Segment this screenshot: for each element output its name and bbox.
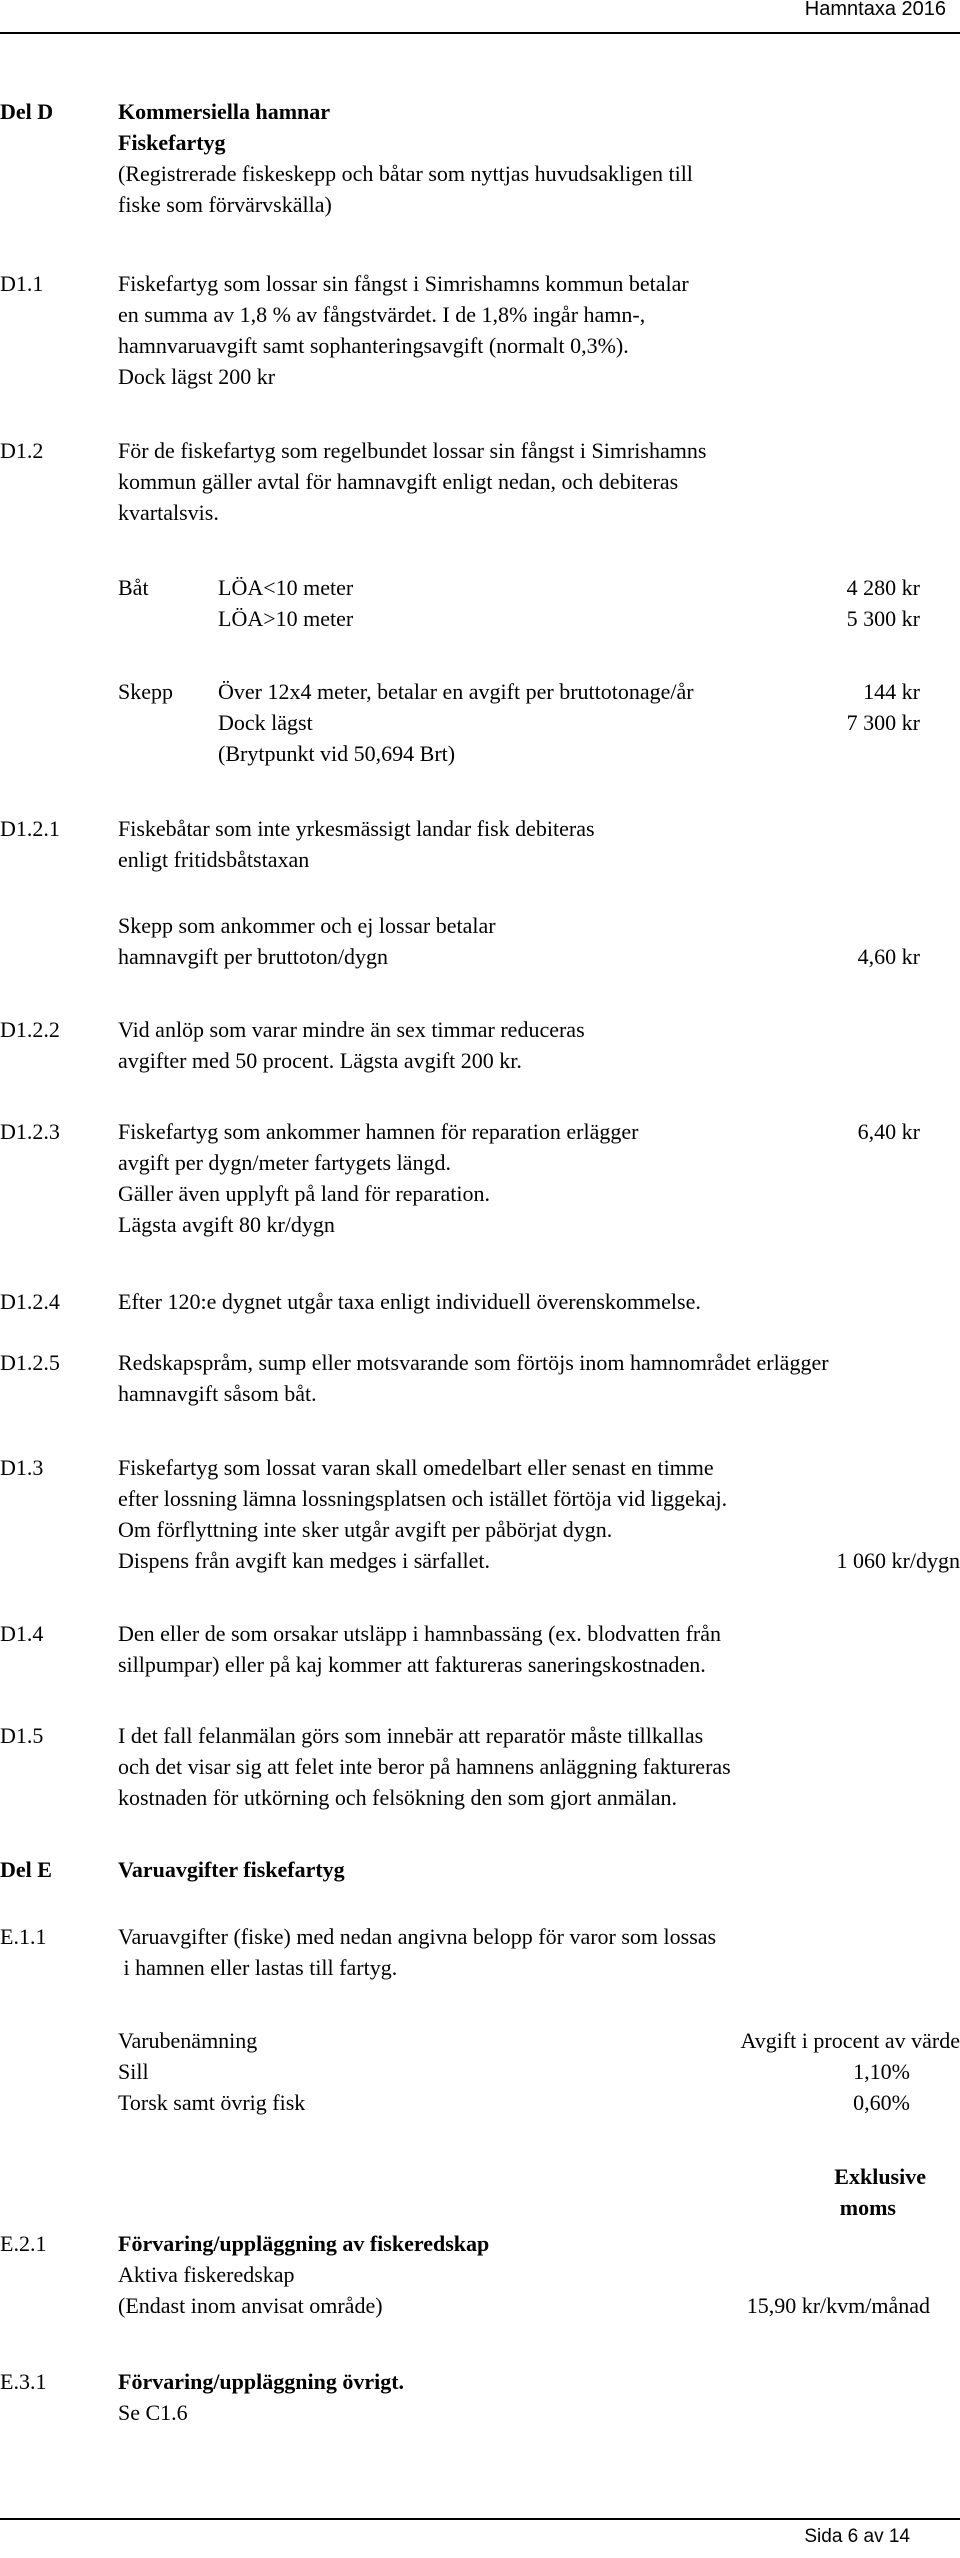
section-title-del-d: Kommersiella hamnar — [118, 99, 331, 124]
table-row-name: Torsk samt övrig fisk — [118, 2090, 306, 2115]
section-number-d1-2-3: D1.2.3 — [0, 1119, 60, 1144]
fee-row-desc: Över 12x4 meter, betalar en avgift per bruttotonage/år — [218, 679, 694, 704]
paragraph-line: (Registrerade fiskeskepp och båtar som nyttjas huvudsakligen till — [118, 161, 693, 186]
paragraph-line: Den eller de som orsakar utsläpp i hamnbassäng (ex. blodvatten från — [118, 1621, 721, 1646]
paragraph-line: Lägsta avgift 80 kr/dygn — [118, 1212, 335, 1237]
section-subtitle-del-d: Fiskefartyg — [118, 130, 226, 155]
fee-price: 4,60 kr — [857, 944, 920, 969]
fee-label-skepp: Skepp — [118, 679, 173, 704]
fee-row-price: 4 280 kr — [846, 575, 920, 600]
paragraph-line: Dispens från avgift kan medges i särfallet. — [118, 1548, 491, 1573]
fee-row-price: 7 300 kr — [846, 710, 920, 735]
section-number-e1-1: E.1.1 — [0, 1924, 47, 1949]
fee-row-desc: (Brytpunkt vid 50,694 Brt) — [218, 741, 456, 766]
paragraph-line: sillpumpar) eller på kaj kommer att faktureras saneringskostnaden. — [118, 1652, 706, 1677]
paragraph-line: Varuavgifter (fiske) med nedan angivna belopp för varor som lossas — [118, 1924, 717, 1949]
paragraph-line: Gäller även upplyft på land för reparation. — [118, 1181, 491, 1206]
paragraph-line: Fiskefartyg som ankommer hamnen för reparation erlägger — [118, 1119, 639, 1144]
paragraph-line: hamnavgift såsom båt. — [118, 1381, 317, 1406]
paragraph-line: hamnvaruavgift samt sophanteringsavgift (normalt 0,3%). — [118, 333, 629, 358]
paragraph-line: Dock lägst 200 kr — [118, 364, 276, 389]
table-row-value: 0,60% — [853, 2090, 910, 2115]
paragraph-line: Efter 120:e dygnet utgår taxa enligt individuell överenskommelse. — [118, 1289, 701, 1314]
paragraph-line: Aktiva fiskeredskap — [118, 2262, 295, 2287]
section-title-del-e: Varuavgifter fiskefartyg — [118, 1857, 345, 1882]
table-row-value: 1,10% — [853, 2059, 910, 2084]
section-number-d1-2-1: D1.2.1 — [0, 816, 60, 841]
paragraph-line: För de fiskefartyg som regelbundet lossar sin fångst i Simrishamns — [118, 438, 707, 463]
fee-price: 6,40 kr — [857, 1119, 920, 1144]
fee-price: 1 060 kr/dygn — [836, 1548, 960, 1573]
section-number-d1-2-5: D1.2.5 — [0, 1350, 60, 1375]
header-rule — [0, 32, 960, 34]
paragraph-line: (Endast inom anvisat område) — [118, 2293, 383, 2318]
paragraph-line: och det visar sig att felet inte beror på hamnens anläggning faktureras — [118, 1754, 731, 1779]
paragraph-line: enligt fritidsbåtstaxan — [118, 847, 310, 872]
paragraph-line: fiske som förvärvskälla) — [118, 192, 332, 217]
paragraph-line: kostnaden för utkörning och felsökning den som gjort anmälan. — [118, 1785, 678, 1810]
paragraph-line: Vid anlöp som varar mindre än sex timmar reduceras — [118, 1017, 585, 1042]
section-number-del-d: Del D — [0, 99, 54, 124]
fee-label-bat: Båt — [118, 575, 149, 600]
section-number-d1-1: D1.1 — [0, 271, 44, 296]
paragraph-line: avgifter med 50 procent. Lägsta avgift 200 kr. — [118, 1048, 522, 1073]
fee-row-price: 5 300 kr — [846, 606, 920, 631]
paragraph-line: Fiskefartyg som lossar sin fångst i Simrishamns kommun betalar — [118, 271, 689, 296]
section-title-e3-1: Förvaring/uppläggning övrigt. — [118, 2369, 405, 2394]
paragraph-line: Skepp som ankommer och ej lossar betalar — [118, 913, 496, 938]
paragraph-line: kommun gäller avtal för hamnavgift enligt nedan, och debiteras — [118, 469, 679, 494]
fee-row-desc: Dock lägst — [218, 710, 313, 735]
section-number-e3-1: E.3.1 — [0, 2369, 47, 2394]
section-number-d1-3: D1.3 — [0, 1455, 44, 1480]
paragraph-line: en summa av 1,8 % av fångstvärdet. I de 1,8% ingår hamn-, — [118, 302, 646, 327]
paragraph-line: avgift per dygn/meter fartygets längd. — [118, 1150, 451, 1175]
fee-row-desc: LÖA>10 meter — [218, 606, 354, 631]
page-header-title: Hamntaxa 2016 — [804, 0, 946, 20]
vat-note-line1: Exklusive — [834, 2164, 926, 2189]
paragraph-line: Redskapspråm, sump eller motsvarande som förtöjs inom hamnområdet erlägger — [118, 1350, 829, 1375]
section-number-d1-2-4: D1.2.4 — [0, 1289, 60, 1314]
section-title-e2-1: Förvaring/uppläggning av fiskeredskap — [118, 2231, 490, 2256]
section-number-d1-2: D1.2 — [0, 438, 44, 463]
page-footer-number: Sida 6 av 14 — [804, 2526, 910, 2547]
section-number-d1-4: D1.4 — [0, 1621, 44, 1646]
paragraph-line: Se C1.6 — [118, 2400, 188, 2425]
table-header-value: Avgift i procent av värde — [740, 2028, 960, 2053]
section-number-del-e: Del E — [0, 1857, 52, 1882]
paragraph-line: kvartalsvis. — [118, 500, 219, 525]
paragraph-line: Om förflyttning inte sker utgår avgift per påbörjat dygn. — [118, 1517, 613, 1542]
vat-note-line2: moms — [839, 2195, 896, 2220]
paragraph-line: i hamnen eller lastas till fartyg. — [118, 1955, 398, 1980]
footer-rule — [0, 2518, 960, 2520]
table-row-name: Sill — [118, 2059, 149, 2084]
fee-row-price: 144 kr — [863, 679, 920, 704]
paragraph-line: Fiskefartyg som lossat varan skall omedelbart eller senast en timme — [118, 1455, 714, 1480]
paragraph-line: efter lossning lämna lossningsplatsen och istället förtöja vid liggekaj. — [118, 1486, 728, 1511]
section-number-e2-1: E.2.1 — [0, 2231, 47, 2256]
section-number-d1-2-2: D1.2.2 — [0, 1017, 60, 1042]
paragraph-line: Fiskebåtar som inte yrkesmässigt landar fisk debiteras — [118, 816, 595, 841]
fee-row-desc: LÖA<10 meter — [218, 575, 354, 600]
fee-price: 15,90 kr/kvm/månad — [746, 2293, 930, 2318]
section-number-d1-5: D1.5 — [0, 1723, 44, 1748]
paragraph-line: hamnavgift per bruttoton/dygn — [118, 944, 389, 969]
paragraph-line: I det fall felanmälan görs som innebär att reparatör måste tillkallas — [118, 1723, 704, 1748]
table-header-name: Varubenämning — [118, 2028, 258, 2053]
